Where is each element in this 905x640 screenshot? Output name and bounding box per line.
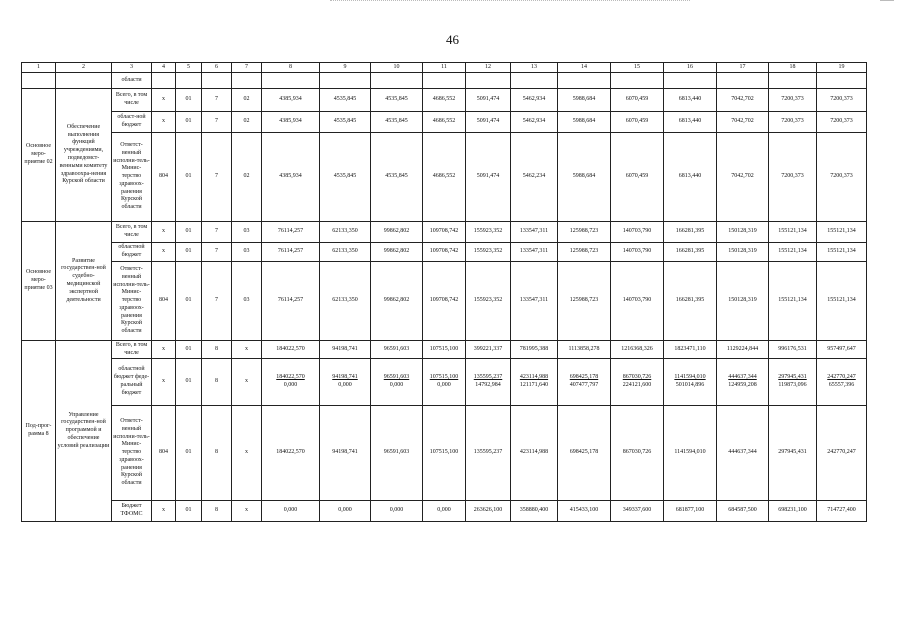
budget-code: 8 [202, 341, 232, 359]
column-number-row [22, 63, 867, 73]
column-number: 13 [511, 63, 558, 73]
amount-cell: 6813,440 [664, 112, 717, 133]
amount-cell: 242770,247 [817, 406, 867, 501]
table-row [22, 112, 867, 133]
row-label: области [112, 73, 152, 89]
table-row [22, 359, 867, 406]
column-number: 6 [202, 63, 232, 73]
empty-cell [202, 73, 232, 89]
amount-cell: 96591,603 [371, 406, 423, 501]
funding-source: областной бюджет феде-ральный бюджет [112, 359, 152, 406]
budget-code: 01 [176, 112, 202, 133]
amount-regional: 1141594,010 [674, 374, 706, 381]
amount-cell: 155923,352 [466, 262, 511, 341]
budget-code: 02 [232, 89, 262, 112]
budget-code: х [232, 359, 262, 406]
column-number: 15 [611, 63, 664, 73]
budget-code: 01 [176, 222, 202, 243]
column-number: 17 [717, 63, 769, 73]
table-row [22, 341, 867, 359]
amount-cell: 5091,474 [466, 89, 511, 112]
empty-cell [558, 73, 611, 89]
budget-code: 03 [232, 243, 262, 262]
table-row [22, 501, 867, 522]
amount-cell: 423114,988 [511, 406, 558, 501]
amount-regional: 184022,570 [276, 374, 305, 381]
amount-federal: 121171,640 [519, 382, 549, 388]
budget-code: х [152, 89, 176, 112]
budget-code: 01 [176, 406, 202, 501]
table-row [22, 89, 867, 112]
empty-cell [611, 73, 664, 89]
column-number: 19 [817, 63, 867, 73]
amount-regional: 698425,178 [569, 374, 599, 381]
table-row [22, 243, 867, 262]
amount-cell: 99862,802 [371, 222, 423, 243]
amount-regional: 867030,726 [622, 374, 652, 381]
amount-federal: 407477,797 [569, 382, 599, 388]
column-number: 9 [320, 63, 371, 73]
empty-cell [152, 73, 176, 89]
amount-cell [664, 359, 717, 406]
measure-description: Управление государствен-ной программой и обеспечение условий реализации [56, 341, 112, 522]
amount-cell: 698231,100 [769, 501, 817, 522]
amount-cell: 7200,373 [817, 133, 867, 222]
budget-code: х [152, 341, 176, 359]
empty-cell [22, 73, 56, 89]
amount-cell: 1823471,110 [664, 341, 717, 359]
measure-name: Под-прог-рамма 8 [22, 341, 56, 522]
amount-regional: 444637,344 [728, 374, 757, 381]
amount-cell: 135595,237 [466, 406, 511, 501]
budget-code: 01 [176, 89, 202, 112]
table-row [22, 406, 867, 501]
amount-cell: 62133,350 [320, 222, 371, 243]
amount-cell: 6070,459 [611, 112, 664, 133]
funding-source: Ответст-венный исполни-тель- Минис-терство здравоох-ранения Курской области [112, 406, 152, 501]
amount-federal: 0,000 [437, 382, 451, 388]
amount-regional: 94198,741 [332, 374, 358, 381]
amount-cell: 399221,337 [466, 341, 511, 359]
amount-federal: 224121,600 [622, 382, 652, 388]
amount-cell: 1216368,326 [611, 341, 664, 359]
amount-cell: 4535,845 [320, 89, 371, 112]
empty-cell [232, 73, 262, 89]
amount-cell [611, 359, 664, 406]
amount-cell: 125988,723 [558, 243, 611, 262]
amount-cell [558, 359, 611, 406]
empty-cell [717, 73, 769, 89]
budget-code: 02 [232, 133, 262, 222]
budget-code: х [232, 341, 262, 359]
budget-code: 7 [202, 133, 232, 222]
amount-cell: 109708,742 [423, 222, 466, 243]
budget-code: х [152, 112, 176, 133]
amount-cell: 4535,845 [371, 133, 423, 222]
amount-cell: 150128,319 [717, 243, 769, 262]
amount-cell: 155121,134 [817, 262, 867, 341]
amount-cell: 1113858,278 [558, 341, 611, 359]
amount-cell: 184022,570 [262, 406, 320, 501]
column-number: 12 [466, 63, 511, 73]
empty-cell [664, 73, 717, 89]
amount-cell: 140703,790 [611, 243, 664, 262]
amount-cell: 444637,344 [717, 406, 769, 501]
budget-code: 01 [176, 341, 202, 359]
amount-cell: 109708,742 [423, 262, 466, 341]
amount-federal: 65557,396 [828, 382, 855, 388]
funding-source: Бюджет ТФОМС [112, 501, 152, 522]
amount-cell: 6070,459 [611, 89, 664, 112]
funding-source: областной бюджет [112, 243, 152, 262]
budget-code: 01 [176, 359, 202, 406]
amount-cell: 99862,802 [371, 262, 423, 341]
budget-code: 804 [152, 133, 176, 222]
amount-cell: 76114,257 [262, 243, 320, 262]
amount-cell: 0,000 [371, 501, 423, 522]
amount-cell: 681877,100 [664, 501, 717, 522]
amount-cell: 684587,500 [717, 501, 769, 522]
budget-code: 7 [202, 112, 232, 133]
amount-cell: 125988,723 [558, 222, 611, 243]
amount-cell: 1141594,010 [664, 406, 717, 501]
amount-cell: 96591,603 [371, 341, 423, 359]
amount-cell: 4686,552 [423, 112, 466, 133]
amount-cell: 140703,790 [611, 262, 664, 341]
amount-cell: 5988,684 [558, 112, 611, 133]
column-number: 2 [56, 63, 112, 73]
funding-source: Ответст-венный исполни-тель- Минис-терство здравоох-ранения Курской области [112, 262, 152, 341]
empty-cell [56, 73, 112, 89]
amount-cell [717, 359, 769, 406]
amount-regional: 242770,247 [827, 374, 856, 381]
budget-code: 03 [232, 262, 262, 341]
amount-cell: 125988,723 [558, 262, 611, 341]
amount-cell: 4385,934 [262, 89, 320, 112]
measure-name: Основное меро-приятие 03 [22, 222, 56, 341]
amount-cell: 76114,257 [262, 222, 320, 243]
amount-cell: 4686,552 [423, 89, 466, 112]
empty-cell [262, 73, 320, 89]
column-number: 16 [664, 63, 717, 73]
amount-cell [769, 359, 817, 406]
budget-code: 01 [176, 243, 202, 262]
amount-federal: 0,000 [389, 382, 404, 388]
measure-name: Основное меро-приятие 02 [22, 89, 56, 222]
budget-code: 8 [202, 359, 232, 406]
amount-cell [466, 359, 511, 406]
page-number: 46 [446, 32, 459, 47]
measure-description: Обеспечение выполнения функций учреждениями, подведомст-венными комитету здравоохра-нения Курской области [56, 89, 112, 222]
column-number: 7 [232, 63, 262, 73]
amount-cell: 996176,531 [769, 341, 817, 359]
empty-cell [176, 73, 202, 89]
amount-cell: 155121,134 [769, 262, 817, 341]
amount-cell: 155121,134 [769, 243, 817, 262]
amount-cell: 349337,600 [611, 501, 664, 522]
amount-cell: 0,000 [262, 501, 320, 522]
empty-cell [320, 73, 371, 89]
funding-source: Всего, в том числе [112, 222, 152, 243]
amount-cell: 109708,742 [423, 243, 466, 262]
amount-cell [371, 359, 423, 406]
empty-cell [769, 73, 817, 89]
table-row [22, 262, 867, 341]
amount-cell: 99862,802 [371, 243, 423, 262]
amount-federal: 124959,208 [728, 382, 757, 388]
amount-cell: 415433,100 [558, 501, 611, 522]
amount-cell: 107515,100 [423, 406, 466, 501]
amount-cell: 297945,431 [769, 406, 817, 501]
budget-code: 01 [176, 262, 202, 341]
amount-federal: 0,000 [338, 382, 352, 388]
amount-cell: 133547,311 [511, 262, 558, 341]
column-number: 11 [423, 63, 466, 73]
amount-cell: 133547,311 [511, 222, 558, 243]
budget-code: 01 [176, 501, 202, 522]
amount-cell: 358880,400 [511, 501, 558, 522]
amount-cell: 698425,178 [558, 406, 611, 501]
amount-cell: 150128,319 [717, 222, 769, 243]
amount-cell: 5091,474 [466, 133, 511, 222]
amount-cell [511, 359, 558, 406]
amount-cell: 6813,440 [664, 89, 717, 112]
amount-cell: 5988,684 [558, 89, 611, 112]
amount-federal: 119873,096 [778, 382, 807, 388]
funding-source: Ответст-венный исполни-тель- Минис-терство здравоох-ранения Курской области [112, 133, 152, 222]
amount-cell: 166281,395 [664, 222, 717, 243]
amount-cell: 107515,100 [423, 341, 466, 359]
amount-cell: 94198,741 [320, 406, 371, 501]
scan-artifact [330, 0, 690, 3]
amount-federal: 14792,984 [475, 382, 501, 388]
amount-cell: 263626,100 [466, 501, 511, 522]
amount-cell: 166281,395 [664, 243, 717, 262]
amount-cell [320, 359, 371, 406]
budget-code: х [152, 501, 176, 522]
budget-code: 8 [202, 501, 232, 522]
amount-cell: 76114,257 [262, 262, 320, 341]
amount-federal: 501014,896 [675, 382, 705, 388]
budget-code: х [232, 406, 262, 501]
amount-cell: 62133,350 [320, 243, 371, 262]
amount-cell: 5462,934 [511, 112, 558, 133]
amount-cell: 150128,319 [717, 262, 769, 341]
amount-federal: 0,000 [283, 382, 298, 388]
table-row [22, 133, 867, 222]
amount-cell: 7200,373 [817, 112, 867, 133]
amount-cell: 4385,934 [262, 133, 320, 222]
budget-code: х [232, 501, 262, 522]
amount-regional: 107515,100 [429, 374, 459, 381]
amount-cell: 781995,388 [511, 341, 558, 359]
amount-cell: 7200,373 [817, 89, 867, 112]
budget-table [21, 62, 867, 522]
scan-artifact [880, 0, 894, 2]
amount-cell: 155121,134 [769, 222, 817, 243]
amount-cell [817, 359, 867, 406]
amount-cell: 155923,352 [466, 243, 511, 262]
amount-cell: 155121,134 [817, 243, 867, 262]
amount-regional: 135595,237 [473, 374, 503, 381]
amount-cell: 6070,459 [611, 133, 664, 222]
amount-cell [423, 359, 466, 406]
empty-cell [466, 73, 511, 89]
column-number: 18 [769, 63, 817, 73]
amount-cell: 957497,647 [817, 341, 867, 359]
amount-cell: 7200,373 [769, 89, 817, 112]
amount-cell: 166281,395 [664, 262, 717, 341]
amount-cell: 155121,134 [817, 222, 867, 243]
column-number: 8 [262, 63, 320, 73]
empty-cell [817, 73, 867, 89]
amount-cell: 133547,311 [511, 243, 558, 262]
table-row [22, 222, 867, 243]
column-number: 1 [22, 63, 56, 73]
amount-cell: 7042,702 [717, 112, 769, 133]
budget-code: х [152, 359, 176, 406]
budget-code: 8 [202, 406, 232, 501]
amount-cell: 7200,373 [769, 133, 817, 222]
funding-source: Всего, в том числе [112, 341, 152, 359]
amount-cell: 0,000 [320, 501, 371, 522]
budget-code: 804 [152, 262, 176, 341]
amount-cell: 184022,570 [262, 341, 320, 359]
budget-code: 03 [232, 222, 262, 243]
amount-cell: 5988,684 [558, 133, 611, 222]
budget-code: 804 [152, 406, 176, 501]
table-row [22, 73, 867, 89]
amount-cell: 4385,934 [262, 112, 320, 133]
budget-code: 01 [176, 133, 202, 222]
amount-cell: 7200,373 [769, 112, 817, 133]
budget-code: 02 [232, 112, 262, 133]
amount-cell: 4535,845 [371, 112, 423, 133]
funding-source: Всего, в том числе [112, 89, 152, 112]
column-number: 3 [112, 63, 152, 73]
column-number: 10 [371, 63, 423, 73]
empty-cell [423, 73, 466, 89]
amount-cell: 5462,934 [511, 89, 558, 112]
column-number: 14 [558, 63, 611, 73]
amount-cell: 4535,845 [320, 133, 371, 222]
amount-cell: 155923,352 [466, 222, 511, 243]
amount-cell: 4535,845 [371, 89, 423, 112]
amount-cell: 4686,552 [423, 133, 466, 222]
measure-description: Развитие государствен-ной судебно-медицинской экспертной деятельности [56, 222, 112, 341]
amount-cell: 714727,400 [817, 501, 867, 522]
amount-cell: 7042,702 [717, 89, 769, 112]
amount-cell: 5091,474 [466, 112, 511, 133]
amount-cell: 62133,350 [320, 262, 371, 341]
budget-code: 7 [202, 89, 232, 112]
amount-cell: 867030,726 [611, 406, 664, 501]
amount-regional: 96591,603 [383, 374, 410, 381]
amount-cell: 4535,845 [320, 112, 371, 133]
budget-code: 7 [202, 243, 232, 262]
amount-cell: 140703,790 [611, 222, 664, 243]
amount-cell [262, 359, 320, 406]
column-number: 4 [152, 63, 176, 73]
budget-code: х [152, 222, 176, 243]
budget-code: 7 [202, 262, 232, 341]
amount-cell: 6813,440 [664, 133, 717, 222]
amount-cell: 0,000 [423, 501, 466, 522]
empty-cell [371, 73, 423, 89]
amount-cell: 5462,234 [511, 133, 558, 222]
funding-source: област-ной бюджет [112, 112, 152, 133]
empty-cell [511, 73, 558, 89]
amount-regional: 297945,431 [778, 374, 807, 381]
budget-code: х [152, 243, 176, 262]
column-number: 5 [176, 63, 202, 73]
amount-cell: 7042,702 [717, 133, 769, 222]
amount-cell: 1129224,844 [717, 341, 769, 359]
amount-cell: 94198,741 [320, 341, 371, 359]
amount-regional: 423114,988 [519, 374, 549, 381]
budget-code: 7 [202, 222, 232, 243]
